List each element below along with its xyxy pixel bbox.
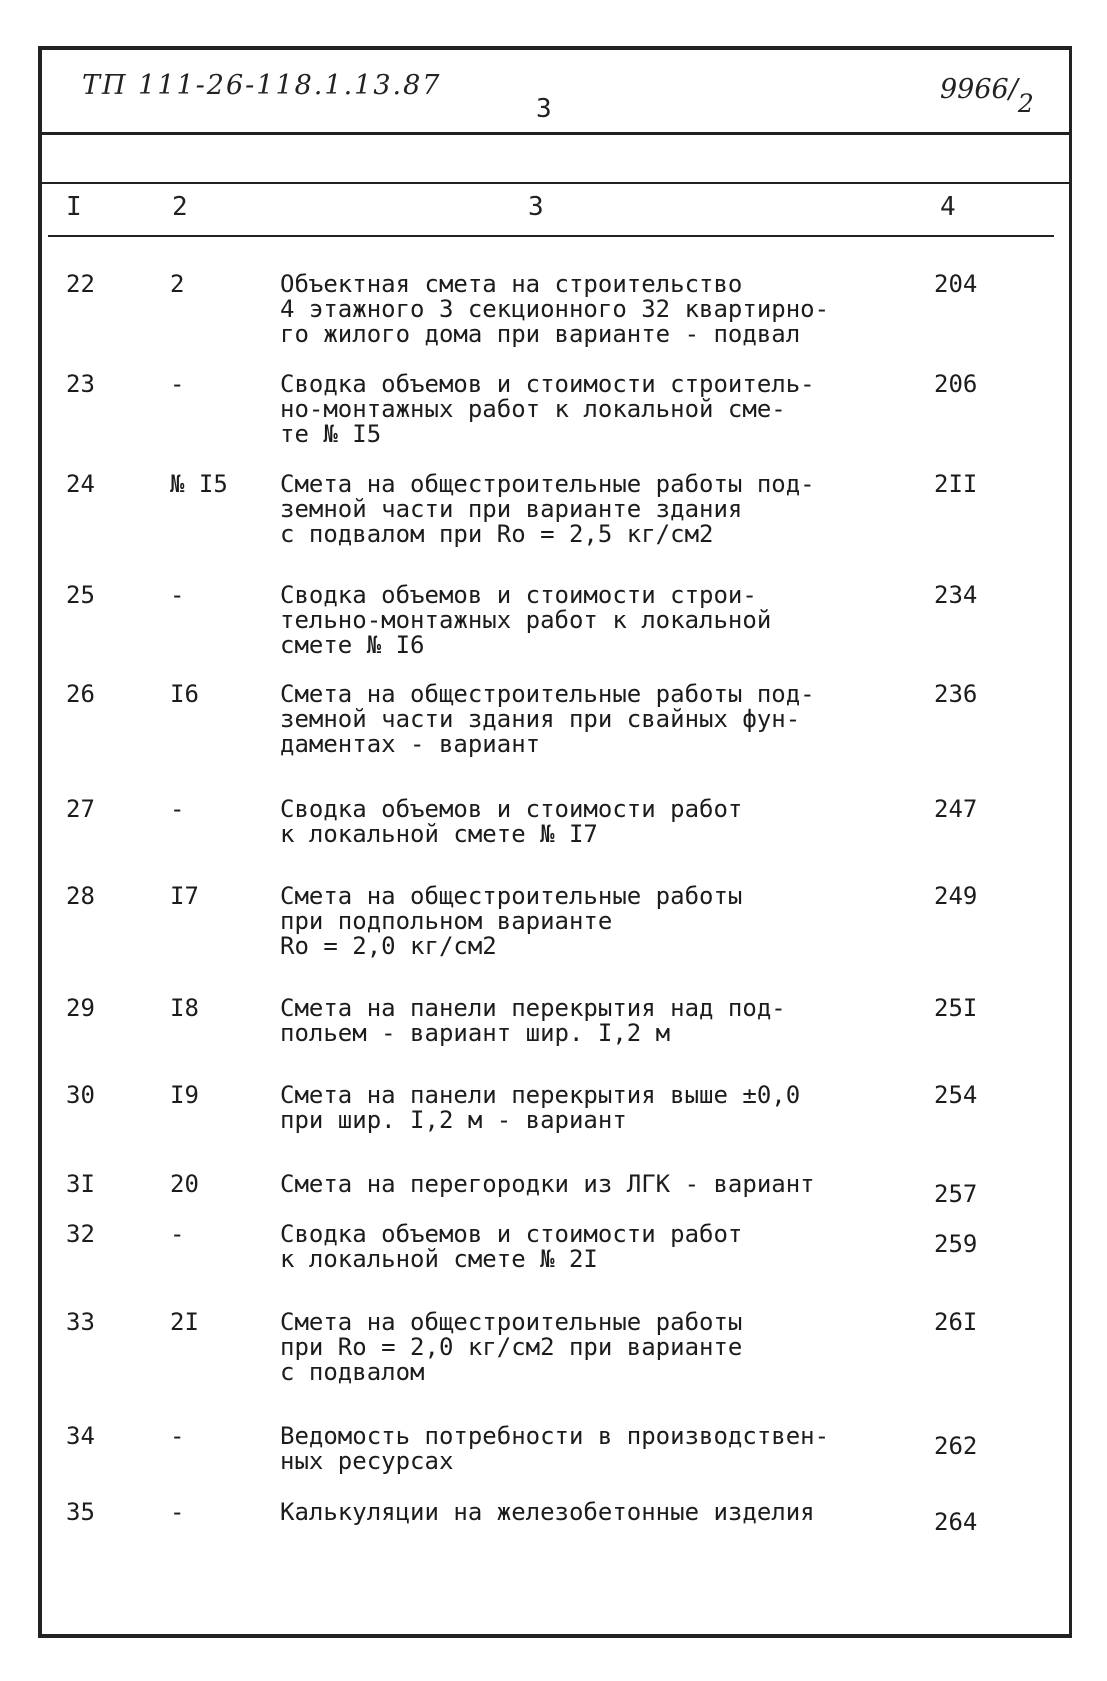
description-line: к локальной смете № 2I — [280, 1245, 598, 1273]
item-description — [280, 1172, 880, 1197]
row-number: 28 — [66, 882, 95, 910]
description-line: смете № I6 — [280, 631, 425, 659]
page-reference: 249 — [934, 882, 978, 910]
description-line: го жилого дома при варианте - подвал — [280, 320, 801, 348]
estimate-reference: I6 — [170, 680, 199, 708]
sheet-id-sub: 2 — [1017, 89, 1034, 118]
estimate-reference: 20 — [170, 1170, 199, 1198]
column-header-1: I — [66, 192, 82, 222]
item-description — [280, 682, 880, 757]
row-number: 35 — [66, 1498, 95, 1526]
item-description — [280, 797, 880, 847]
item-description — [280, 884, 880, 959]
row-number: 25 — [66, 581, 95, 609]
description-line: с подвалом при Ro = 2,5 кг/см2 — [280, 520, 714, 548]
item-description — [280, 1222, 880, 1272]
description-line: 4 этажного 3 секционного 32 квартирно- — [280, 295, 830, 323]
sheet-identifier: 9966/2 — [940, 74, 1034, 118]
page-reference: 259 — [934, 1230, 978, 1258]
estimate-reference: № I5 — [170, 470, 228, 498]
description-line: Сводка объемов и стоимости строитель- — [280, 370, 815, 398]
page-reference: 26I — [934, 1308, 978, 1336]
description-line: Смета на общестроительные работы под- — [280, 470, 815, 498]
estimate-reference: - — [170, 370, 185, 398]
item-description — [280, 1310, 880, 1385]
column-header-2: 2 — [172, 192, 188, 222]
row-number: 23 — [66, 370, 95, 398]
page-reference: 206 — [934, 370, 978, 398]
column-header-3: 3 — [528, 192, 544, 222]
estimate-reference: - — [170, 1498, 185, 1526]
description-line: Калькуляции на железобетонные изделия — [280, 1498, 815, 1526]
description-line: Смета на перегородки из ЛГК - вариант — [280, 1170, 815, 1198]
item-description — [280, 1424, 880, 1474]
row-number: 32 — [66, 1220, 95, 1248]
page-reference: 2II — [934, 470, 978, 498]
item-description — [280, 583, 880, 658]
description-line: Смета на панели перекрытия выше ±0,0 — [280, 1081, 801, 1109]
page-reference: 234 — [934, 581, 978, 609]
row-number: 34 — [66, 1422, 95, 1450]
description-line: при шир. I,2 м - вариант — [280, 1106, 627, 1134]
description-line: Сводка объемов и стоимости строи- — [280, 581, 757, 609]
page-reference: 25I — [934, 994, 978, 1022]
description-line: Объектная смета на строительство — [280, 270, 743, 298]
description-line: Ведомость потребности в производствен- — [280, 1422, 830, 1450]
estimate-reference: - — [170, 1422, 185, 1450]
description-line: те № I5 — [280, 420, 382, 448]
description-line: к локальной смете № I7 — [280, 820, 598, 848]
row-number: 30 — [66, 1081, 95, 1109]
row-number: 26 — [66, 680, 95, 708]
estimate-reference: I7 — [170, 882, 199, 910]
description-line: с подвалом — [280, 1358, 425, 1386]
document-code: ТП 111-26-118.1.13.87 — [82, 70, 442, 101]
row-number: 22 — [66, 270, 95, 298]
estimate-reference: I8 — [170, 994, 199, 1022]
item-description — [280, 996, 880, 1046]
header-divider — [38, 132, 1072, 135]
description-line: тельно-монтажных работ к локальной — [280, 606, 772, 634]
row-number: 27 — [66, 795, 95, 823]
page-reference: 254 — [934, 1081, 978, 1109]
description-line: но-монтажных работ к локальной сме- — [280, 395, 786, 423]
description-line: земной части здания при свайных фун- — [280, 705, 801, 733]
column-header-bottom-rule — [48, 235, 1054, 237]
page-reference: 204 — [934, 270, 978, 298]
estimate-reference: I9 — [170, 1081, 199, 1109]
description-line: Ro = 2,0 кг/см2 — [280, 932, 497, 960]
item-description — [280, 372, 880, 447]
column-header-top-rule — [38, 182, 1072, 184]
description-line: Сводка объемов и стоимости работ — [280, 1220, 743, 1248]
description-line: Смета на общестроительные работы под- — [280, 680, 815, 708]
item-description — [280, 272, 880, 347]
page-reference: 262 — [934, 1432, 978, 1460]
estimate-reference: - — [170, 1220, 185, 1248]
item-description — [280, 472, 880, 547]
description-line: Смета на общестроительные работы — [280, 882, 743, 910]
item-description — [280, 1083, 880, 1133]
row-number: 3I — [66, 1170, 95, 1198]
description-line: Смета на общестроительные работы — [280, 1308, 743, 1336]
row-number: 29 — [66, 994, 95, 1022]
estimate-reference: - — [170, 795, 185, 823]
estimate-reference: 2 — [170, 270, 185, 298]
sheet-id-main: 9966 — [940, 74, 1009, 105]
row-number: 24 — [66, 470, 95, 498]
estimate-reference: 2I — [170, 1308, 199, 1336]
page-reference: 247 — [934, 795, 978, 823]
page-number: 3 — [536, 94, 552, 124]
row-number: 33 — [66, 1308, 95, 1336]
description-line: Сводка объемов и стоимости работ — [280, 795, 743, 823]
column-header-4: 4 — [940, 192, 956, 222]
page-reference: 264 — [934, 1508, 978, 1536]
description-line: ных ресурсах — [280, 1447, 454, 1475]
description-line: при Ro = 2,0 кг/см2 при варианте — [280, 1333, 743, 1361]
item-description — [280, 1500, 880, 1525]
estimate-reference: - — [170, 581, 185, 609]
page-reference: 236 — [934, 680, 978, 708]
description-line: при подпольном варианте — [280, 907, 613, 935]
page-reference: 257 — [934, 1180, 978, 1208]
description-line: польем - вариант шир. I,2 м — [280, 1019, 671, 1047]
description-line: Смета на панели перекрытия над под- — [280, 994, 786, 1022]
description-line: земной части при варианте здания — [280, 495, 743, 523]
description-line: даментах - вариант — [280, 730, 541, 758]
